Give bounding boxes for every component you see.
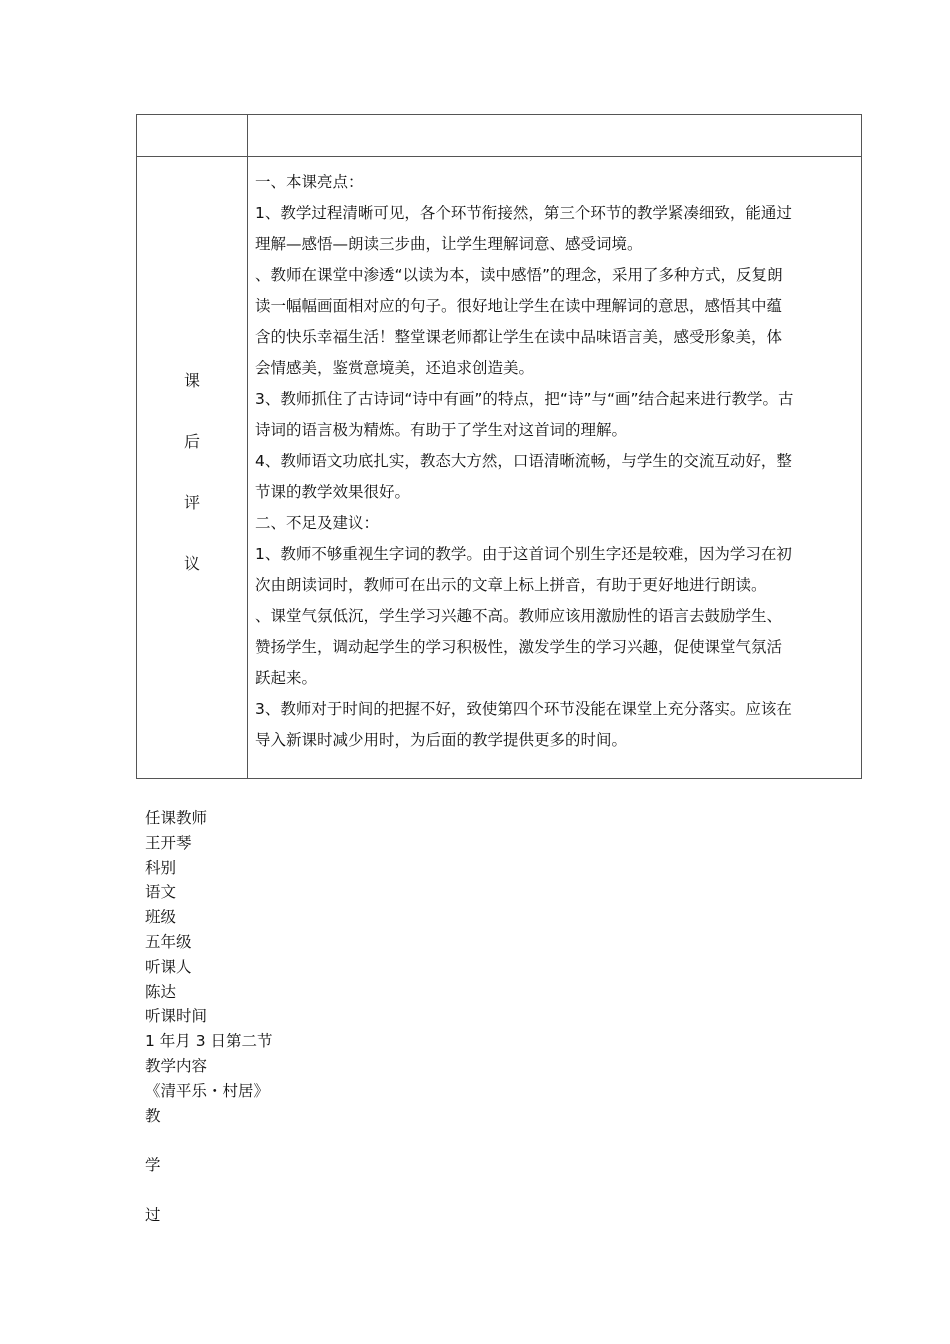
content-line: 理解—感悟—朗读三步曲，让学生理解词意、感受词境。 [255,235,643,253]
content-line: 1、教学过程清晰可见，各个环节衔接然，第三个环节的教学紧凑细致，能通过 [255,204,792,222]
subject-value: 语文 [145,883,177,902]
content-line: 1、教师不够重视生字词的教学。由于这首词个别生字还是较难，因为学习在初 [255,545,792,563]
label-char: 议 [183,554,200,573]
evaluation-table [136,114,862,779]
review-content [255,167,855,756]
content-line: 诗词的语言极为精炼。有助于了学生对这首词的理解。 [255,421,628,439]
class-value: 五年级 [145,932,192,951]
column-divider [247,115,248,778]
content-line: 二、不足及建议： [255,514,380,532]
content-value: 《清平乐・村居》 [145,1081,270,1100]
label-char: 评 [183,493,200,512]
content-line: 次由朗读词时，教师可在出示的文章上标上拼音，有助于更好地进行朗读。 [255,576,767,594]
class-label: 班级 [145,908,177,927]
content-line: 3、教师抓住了古诗词“诗中有画”的特点，把“诗”与“画”结合起来进行教学。古 [255,390,794,408]
process-char: 学 [145,1156,161,1175]
content-label: 教学内容 [145,1056,208,1075]
time-label: 听课时间 [145,1007,208,1026]
content-line: 、课堂气氛低沉，学生学习兴趣不高。教师应该用激励性的语言去鼓励学生、 [255,607,783,625]
content-line: 导入新课时减少用时，为后面的教学提供更多的时间。 [255,731,628,749]
content-line: 赞扬学生，调动起学生的学习积极性，激发学生的学习兴趣，促使课堂气氛活 [255,638,783,656]
content-line: 3、教师对于时间的把握不好，致使第四个环节没能在课堂上充分落实。应该在 [255,700,792,718]
lesson-info-list [145,806,273,1228]
process-char: 教 [145,1106,161,1125]
content-line: 含的快乐幸福生活！整堂课老师都让学生在读中品味语言美，感受形象美，体 [255,328,783,346]
content-line: 节课的教学效果很好。 [255,483,411,501]
content-line: 会情感美，鉴赏意境美，还追求创造美。 [255,359,535,377]
teacher-value: 王开琴 [145,833,192,852]
content-line: 一、本课亮点： [255,173,364,191]
table-row-header [137,115,861,157]
label-char: 课 [183,371,200,390]
process-char: 过 [145,1206,161,1225]
content-line: 4、教师语文功底扎实，教态大方然，口语清晰流畅，与学生的交流互动好，整 [255,452,792,470]
label-char: 后 [183,432,200,451]
teacher-label: 任课教师 [145,809,208,827]
listener-value: 陈达 [145,982,177,1001]
content-line: 、教师在课堂中渗透“以读为本，读中感悟”的理念，采用了多种方式，反复朗 [255,266,783,284]
content-line: 读一幅幅画面相对应的句子。很好地让学生在读中理解词的意思，感悟其中蕴 [255,297,783,315]
time-value: 1 年月 3 日第二节 [145,1032,273,1051]
content-line: 跃起来。 [255,669,318,687]
subject-label: 科别 [145,858,177,877]
listener-label: 听课人 [145,957,192,976]
row-label-post-class-review [137,157,247,778]
